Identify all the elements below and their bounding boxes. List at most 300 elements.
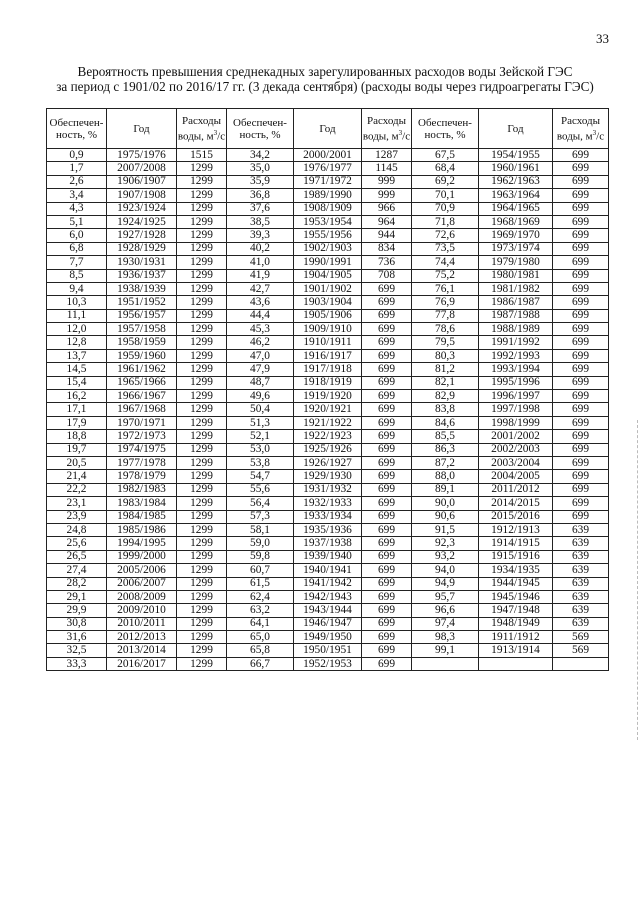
table-row [47, 229, 609, 242]
probability-cell: 80,3 [412, 349, 479, 362]
year-cell: 1960/1961 [479, 162, 553, 175]
title-line-1: Вероятность превышения среднекадных зарегулированных расходов воды Зейской ГЭС [77, 64, 573, 79]
year-cell: 1977/1978 [107, 456, 177, 469]
year-cell: 1945/1946 [479, 590, 553, 603]
probability-cell: 38,5 [227, 215, 294, 228]
table-row [47, 631, 609, 644]
year-cell: 1970/1971 [107, 416, 177, 429]
year-cell: 1969/1970 [479, 229, 553, 242]
year-cell: 2013/2014 [107, 644, 177, 657]
year-cell: 1953/1954 [294, 215, 362, 228]
year-cell: 1965/1966 [107, 376, 177, 389]
probability-cell: 36,8 [227, 189, 294, 202]
year-cell: 1999/2000 [107, 550, 177, 563]
probability-cell: 6,8 [47, 242, 107, 255]
probability-cell: 13,7 [47, 349, 107, 362]
year-cell: 1956/1957 [107, 309, 177, 322]
year-cell: 1986/1987 [479, 296, 553, 309]
year-cell: 1935/1936 [294, 523, 362, 536]
probability-cell: 52,1 [227, 430, 294, 443]
probability-cell: 69,2 [412, 175, 479, 188]
probability-cell: 45,3 [227, 323, 294, 336]
flow-cell: 736 [362, 256, 412, 269]
probability-cell: 73,5 [412, 242, 479, 255]
year-cell: 1954/1955 [479, 149, 553, 162]
flow-cell: 699 [553, 336, 609, 349]
table-row [47, 363, 609, 376]
flow-cell: 699 [362, 644, 412, 657]
probability-cell: 97,4 [412, 617, 479, 630]
flow-cell: 699 [362, 363, 412, 376]
probability-cell: 34,2 [227, 149, 294, 162]
year-cell: 1920/1921 [294, 403, 362, 416]
flow-cell: 834 [362, 242, 412, 255]
probability-cell: 76,9 [412, 296, 479, 309]
year-cell: 1950/1951 [294, 644, 362, 657]
flow-cell: 699 [362, 537, 412, 550]
year-cell: 1932/1933 [294, 497, 362, 510]
table-row [47, 175, 609, 188]
table-row [47, 617, 609, 630]
year-cell: 1918/1919 [294, 376, 362, 389]
header-flow: Расходы воды, $м^3/с$ [177, 109, 227, 149]
probability-cell: 48,7 [227, 376, 294, 389]
table-header-row [47, 109, 609, 149]
flow-cell: 999 [362, 189, 412, 202]
table-row [47, 202, 609, 215]
flow-cell: 569 [553, 631, 609, 644]
probability-cell: 81,2 [412, 363, 479, 376]
flow-cell: 1299 [177, 631, 227, 644]
year-cell: 1910/1911 [294, 336, 362, 349]
year-cell: 1938/1939 [107, 282, 177, 295]
flow-cell: 1299 [177, 510, 227, 523]
year-cell: 1997/1998 [479, 403, 553, 416]
year-cell: 2006/2007 [107, 577, 177, 590]
flow-cell: 1299 [177, 456, 227, 469]
table-row [47, 323, 609, 336]
probability-cell: 26,5 [47, 550, 107, 563]
table-row [47, 162, 609, 175]
probability-cell: 59,0 [227, 537, 294, 550]
flow-cell: 639 [553, 577, 609, 590]
probability-cell: 46,2 [227, 336, 294, 349]
probability-cell: 27,4 [47, 564, 107, 577]
probability-cell: 14,5 [47, 363, 107, 376]
header-probability: Обеспечен-ность, % [412, 109, 479, 149]
probability-cell: 93,2 [412, 550, 479, 563]
table-row [47, 537, 609, 550]
probability-cell: 82,1 [412, 376, 479, 389]
probability-cell: 40,2 [227, 242, 294, 255]
header-flow: Расходы воды, $м^3/с$ [553, 109, 609, 149]
probability-cell: 30,8 [47, 617, 107, 630]
table-row [47, 577, 609, 590]
flow-cell: 1299 [177, 403, 227, 416]
flow-cell: 699 [362, 376, 412, 389]
year-cell: 1936/1937 [107, 269, 177, 282]
flow-cell: 1299 [177, 349, 227, 362]
flow-cell: 999 [362, 175, 412, 188]
year-cell: 1962/1963 [479, 175, 553, 188]
probability-cell: 37,6 [227, 202, 294, 215]
flow-cell: 639 [553, 537, 609, 550]
year-cell: 1992/1993 [479, 349, 553, 362]
year-cell: 1914/1915 [479, 537, 553, 550]
probability-cell: 29,9 [47, 604, 107, 617]
flow-cell: 1299 [177, 644, 227, 657]
probability-cell: 95,7 [412, 590, 479, 603]
year-cell: 1947/1948 [479, 604, 553, 617]
probability-cell: 70,9 [412, 202, 479, 215]
flow-cell: 1299 [177, 416, 227, 429]
table-row [47, 590, 609, 603]
probability-cell: 17,9 [47, 416, 107, 429]
year-cell: 2001/2002 [479, 430, 553, 443]
year-cell: 1994/1995 [107, 537, 177, 550]
flow-cell: 639 [553, 604, 609, 617]
probability-cell: 29,1 [47, 590, 107, 603]
flow-cell: 699 [553, 363, 609, 376]
probability-cell: 84,6 [412, 416, 479, 429]
probability-cell: 16,2 [47, 390, 107, 403]
year-cell: 1934/1935 [479, 564, 553, 577]
table-body [47, 149, 609, 671]
flow-cell: 699 [362, 456, 412, 469]
flow-cell: 639 [553, 550, 609, 563]
flow-cell: 699 [362, 617, 412, 630]
probability-table [46, 108, 609, 671]
flow-cell: 1299 [177, 470, 227, 483]
year-cell: 1905/1906 [294, 309, 362, 322]
year-cell: 1908/1909 [294, 202, 362, 215]
year-cell: 2010/2011 [107, 617, 177, 630]
year-cell: 2016/2017 [107, 657, 177, 670]
year-cell: 1976/1977 [294, 162, 362, 175]
probability-cell: 58,1 [227, 523, 294, 536]
flow-cell: 699 [362, 483, 412, 496]
header-flow: Расходы воды, $м^3/с$ [362, 109, 412, 149]
probability-cell: 89,1 [412, 483, 479, 496]
probability-cell: 31,6 [47, 631, 107, 644]
page-number: 33 [596, 31, 609, 46]
probability-cell: 10,3 [47, 296, 107, 309]
table-row [47, 215, 609, 228]
year-cell: 2014/2015 [479, 497, 553, 510]
flow-cell: 699 [553, 149, 609, 162]
probability-cell: 75,2 [412, 269, 479, 282]
probability-cell: 2,6 [47, 175, 107, 188]
probability-cell: 94,0 [412, 564, 479, 577]
header-year: Год [294, 109, 362, 149]
probability-cell: 86,3 [412, 443, 479, 456]
year-cell: 1952/1953 [294, 657, 362, 670]
flow-cell: 1299 [177, 269, 227, 282]
probability-cell: 22,2 [47, 483, 107, 496]
table-row [47, 242, 609, 255]
year-cell: 1911/1912 [479, 631, 553, 644]
header-year: Год [479, 109, 553, 149]
year-cell: 1982/1983 [107, 483, 177, 496]
flow-cell: 699 [553, 456, 609, 469]
year-cell: 2007/2008 [107, 162, 177, 175]
year-cell: 1915/1916 [479, 550, 553, 563]
probability-cell: 18,8 [47, 430, 107, 443]
year-cell: 1930/1931 [107, 256, 177, 269]
year-cell: 1903/1904 [294, 296, 362, 309]
probability-cell: 23,1 [47, 497, 107, 510]
probability-cell: 82,9 [412, 390, 479, 403]
year-cell: 1955/1956 [294, 229, 362, 242]
flow-cell: 699 [553, 162, 609, 175]
year-cell: 1988/1989 [479, 323, 553, 336]
probability-cell: 78,6 [412, 323, 479, 336]
table-row [47, 510, 609, 523]
probability-cell: 87,2 [412, 456, 479, 469]
table-row [47, 604, 609, 617]
year-cell: 1944/1945 [479, 577, 553, 590]
flow-cell: 1299 [177, 497, 227, 510]
probability-cell: 85,5 [412, 430, 479, 443]
table-row [47, 390, 609, 403]
flow-cell: 699 [553, 416, 609, 429]
header-probability: Обеспечен-ность, % [47, 109, 107, 149]
table-row [47, 564, 609, 577]
flow-cell: 1299 [177, 189, 227, 202]
flow-cell: 699 [553, 202, 609, 215]
year-cell: 1987/1988 [479, 309, 553, 322]
flow-cell: 699 [362, 577, 412, 590]
probability-cell: 3,4 [47, 189, 107, 202]
flow-cell: 1299 [177, 604, 227, 617]
probability-cell: 42,7 [227, 282, 294, 295]
flow-cell: 699 [553, 497, 609, 510]
year-cell: 1909/1910 [294, 323, 362, 336]
flow-cell: 966 [362, 202, 412, 215]
probability-cell: 1,7 [47, 162, 107, 175]
flow-cell: 1145 [362, 162, 412, 175]
flow-cell: 1299 [177, 390, 227, 403]
probability-cell: 32,5 [47, 644, 107, 657]
probability-cell: 56,4 [227, 497, 294, 510]
flow-cell: 1299 [177, 229, 227, 242]
year-cell: 1949/1950 [294, 631, 362, 644]
flow-cell: 699 [362, 470, 412, 483]
probability-cell: 91,5 [412, 523, 479, 536]
flow-cell: 1299 [177, 577, 227, 590]
flow-cell: 1299 [177, 617, 227, 630]
year-cell: 1951/1952 [107, 296, 177, 309]
year-cell: 1957/1958 [107, 323, 177, 336]
probability-cell [412, 657, 479, 670]
year-cell: 1967/1968 [107, 403, 177, 416]
table-row [47, 296, 609, 309]
year-cell: 1926/1927 [294, 456, 362, 469]
flow-cell: 699 [362, 296, 412, 309]
table-row [47, 403, 609, 416]
probability-cell: 25,6 [47, 537, 107, 550]
probability-cell: 35,0 [227, 162, 294, 175]
table-row [47, 282, 609, 295]
year-cell: 1924/1925 [107, 215, 177, 228]
flow-cell: 699 [553, 189, 609, 202]
probability-cell: 28,2 [47, 577, 107, 590]
flow-cell: 699 [553, 323, 609, 336]
year-cell: 2005/2006 [107, 564, 177, 577]
table-row [47, 483, 609, 496]
flow-cell: 699 [362, 590, 412, 603]
year-cell: 1963/1964 [479, 189, 553, 202]
probability-cell: 70,1 [412, 189, 479, 202]
probability-cell: 53,0 [227, 443, 294, 456]
probability-cell: 53,8 [227, 456, 294, 469]
flow-cell: 699 [553, 470, 609, 483]
table-row [47, 497, 609, 510]
flow-cell: 1299 [177, 296, 227, 309]
flow-cell: 699 [362, 430, 412, 443]
year-cell: 1998/1999 [479, 416, 553, 429]
year-cell: 2003/2004 [479, 456, 553, 469]
probability-cell: 51,3 [227, 416, 294, 429]
document-title [40, 64, 610, 94]
probability-cell: 35,9 [227, 175, 294, 188]
scan-edge-marks [635, 420, 638, 740]
flow-cell: 699 [553, 510, 609, 523]
probability-cell: 88,0 [412, 470, 479, 483]
flow-cell: 699 [362, 390, 412, 403]
table-row [47, 443, 609, 456]
probability-cell: 47,9 [227, 363, 294, 376]
flow-cell: 1299 [177, 657, 227, 670]
probability-cell: 71,8 [412, 215, 479, 228]
header-probability: Обеспечен-ность, % [227, 109, 294, 149]
year-cell: 1980/1981 [479, 269, 553, 282]
year-cell: 1933/1934 [294, 510, 362, 523]
flow-cell: 1299 [177, 550, 227, 563]
probability-cell: 50,4 [227, 403, 294, 416]
table-row [47, 336, 609, 349]
table-row [47, 309, 609, 322]
table-row [47, 430, 609, 443]
year-cell: 1904/1905 [294, 269, 362, 282]
year-cell: 1974/1975 [107, 443, 177, 456]
probability-cell: 60,7 [227, 564, 294, 577]
probability-cell: 67,5 [412, 149, 479, 162]
year-cell: 1995/1996 [479, 376, 553, 389]
year-cell: 1983/1984 [107, 497, 177, 510]
flow-cell: 699 [553, 403, 609, 416]
flow-cell: 1299 [177, 282, 227, 295]
flow-cell: 1299 [177, 309, 227, 322]
probability-cell: 65,8 [227, 644, 294, 657]
flow-cell: 699 [553, 256, 609, 269]
probability-cell: 33,3 [47, 657, 107, 670]
flow-cell: 964 [362, 215, 412, 228]
flow-cell: 944 [362, 229, 412, 242]
year-cell: 1925/1926 [294, 443, 362, 456]
year-cell: 1948/1949 [479, 617, 553, 630]
flow-cell: 699 [553, 175, 609, 188]
probability-cell: 6,0 [47, 229, 107, 242]
probability-cell: 68,4 [412, 162, 479, 175]
year-cell: 1975/1976 [107, 149, 177, 162]
year-cell: 1929/1930 [294, 470, 362, 483]
flow-cell: 639 [553, 617, 609, 630]
year-cell: 1922/1923 [294, 430, 362, 443]
year-cell: 1919/1920 [294, 390, 362, 403]
probability-cell: 41,0 [227, 256, 294, 269]
probability-cell: 8,5 [47, 269, 107, 282]
table-row [47, 189, 609, 202]
table-row [47, 376, 609, 389]
probability-cell: 47,0 [227, 349, 294, 362]
probability-cell: 74,4 [412, 256, 479, 269]
probability-cell: 72,6 [412, 229, 479, 242]
flow-cell: 699 [362, 416, 412, 429]
table-row [47, 657, 609, 670]
flow-cell: 699 [362, 323, 412, 336]
probability-cell: 7,7 [47, 256, 107, 269]
probability-cell: 94,9 [412, 577, 479, 590]
year-cell: 1921/1922 [294, 416, 362, 429]
probability-cell: 90,6 [412, 510, 479, 523]
probability-cell: 98,3 [412, 631, 479, 644]
flow-cell: 699 [553, 215, 609, 228]
year-cell: 1959/1960 [107, 349, 177, 362]
title-line-2: за период с 1901/02 по 2016/17 гг. (3 декада сентября) (расходы воды через гидроагрегаты ГЭС) [56, 79, 594, 94]
flow-cell: 699 [553, 349, 609, 362]
year-cell: 2008/2009 [107, 590, 177, 603]
flow-cell: 699 [362, 443, 412, 456]
year-cell: 1927/1928 [107, 229, 177, 242]
flow-cell: 699 [362, 523, 412, 536]
probability-cell: 19,7 [47, 443, 107, 456]
table-row [47, 416, 609, 429]
probability-cell: 12,0 [47, 323, 107, 336]
probability-cell: 5,1 [47, 215, 107, 228]
flow-cell: 1299 [177, 564, 227, 577]
flow-cell: 639 [553, 564, 609, 577]
probability-cell: 43,6 [227, 296, 294, 309]
probability-cell: 66,7 [227, 657, 294, 670]
year-cell: 1981/1982 [479, 282, 553, 295]
year-cell: 1971/1972 [294, 175, 362, 188]
probability-cell: 64,1 [227, 617, 294, 630]
flow-cell: 1515 [177, 149, 227, 162]
year-cell: 2011/2012 [479, 483, 553, 496]
probability-cell: 54,7 [227, 470, 294, 483]
year-cell: 1942/1943 [294, 590, 362, 603]
flow-cell: 1299 [177, 430, 227, 443]
flow-cell: 699 [362, 631, 412, 644]
probability-cell: 59,8 [227, 550, 294, 563]
probability-cell: 11,1 [47, 309, 107, 322]
flow-cell: 699 [362, 282, 412, 295]
year-cell [479, 657, 553, 670]
flow-cell: 699 [553, 430, 609, 443]
probability-cell: 96,6 [412, 604, 479, 617]
flow-cell: 699 [553, 229, 609, 242]
year-cell: 2009/2010 [107, 604, 177, 617]
table-row [47, 644, 609, 657]
year-cell: 1985/1986 [107, 523, 177, 536]
year-cell: 1991/1992 [479, 336, 553, 349]
flow-cell: 1299 [177, 483, 227, 496]
probability-cell: 39,3 [227, 229, 294, 242]
table-row [47, 456, 609, 469]
flow-cell: 699 [553, 282, 609, 295]
year-cell: 1964/1965 [479, 202, 553, 215]
